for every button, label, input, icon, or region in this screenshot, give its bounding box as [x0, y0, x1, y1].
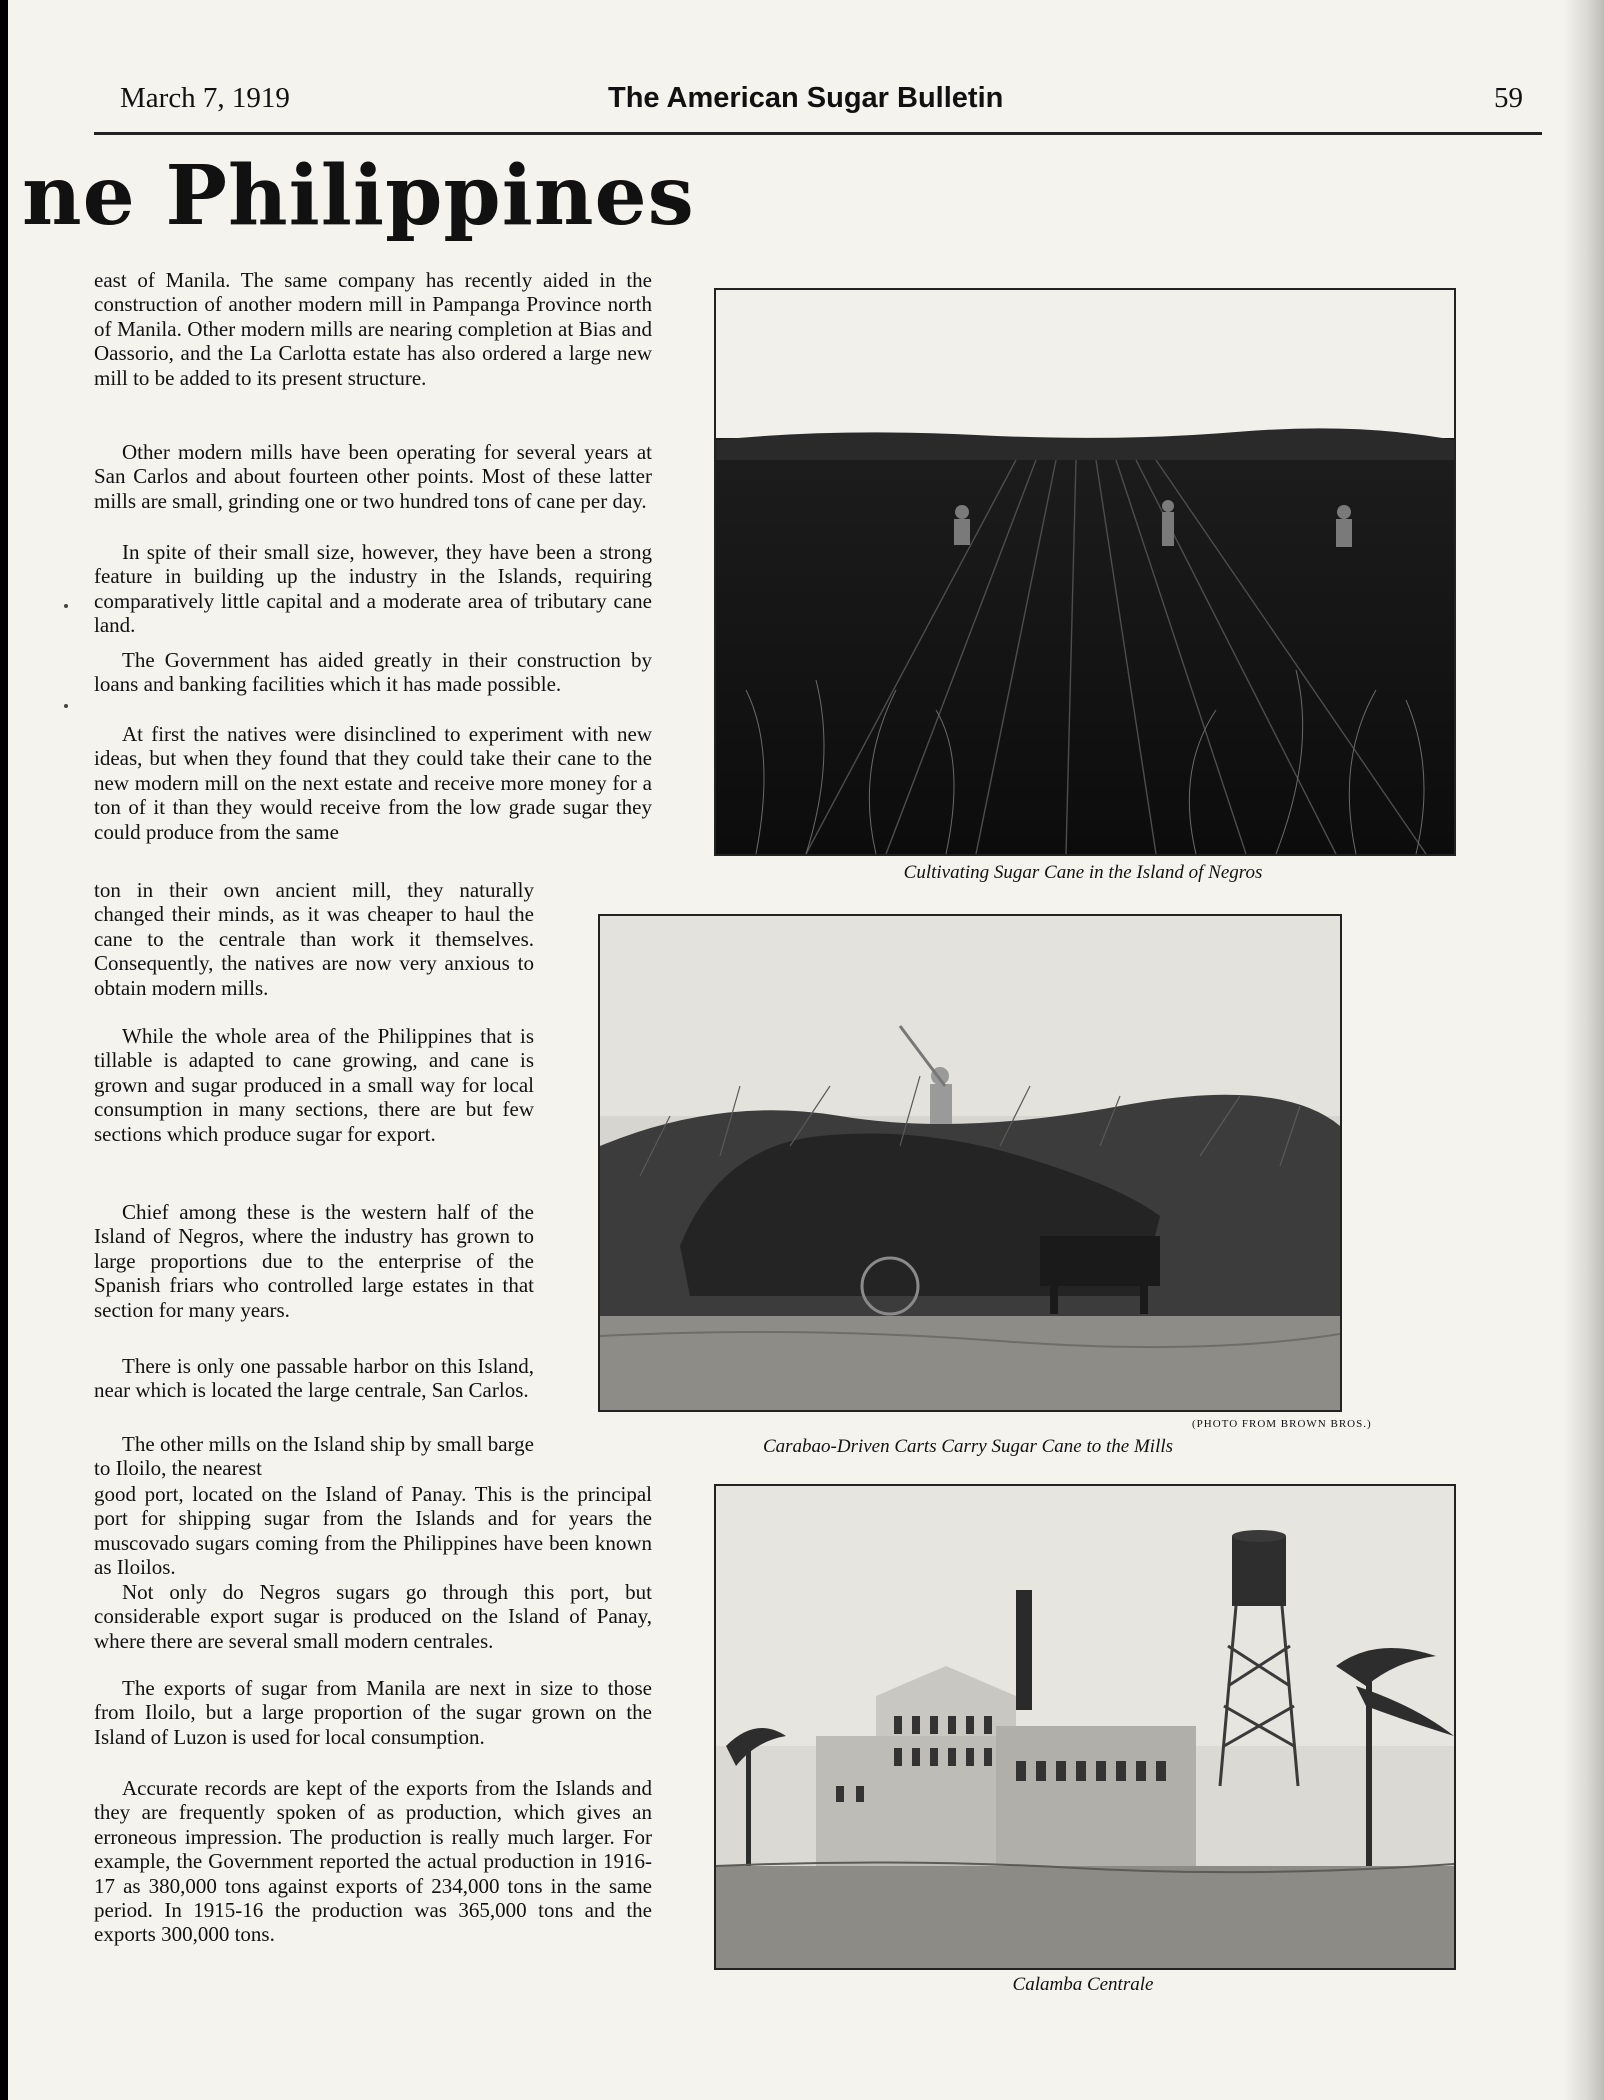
paragraph-14: Accurate records are kept of the exports from the Islands and they are frequently spoken of as production, which gives an erroneous impression. The production is really much larger. For example, the Government reported the actual production in 1916-17 as 380,000 tons against exports of 234,000 tons in the same period. In 1915-16 the production was 365,000 tons and the exports 300,000 tons. — [94, 1776, 652, 1947]
paragraph-9: There is only one passable harbor on this Island, near which is located the large centrale, San Carlos. — [94, 1354, 534, 1403]
cane-field-image — [716, 290, 1454, 854]
caption-calamba-centrale: Calamba Centrale — [1012, 1974, 1154, 1995]
paragraph-13: The exports of sugar from Manila are next in size to those from Iloilo, but a large proportion of the sugar grown on the Island of Luzon is used for local consumption. — [94, 1676, 652, 1749]
paragraph-1: east of Manila. The same company has recently aided in the construction of another modern mill in Pampanga Province north of Manila. Other modern mills are nearing completion at Bias and Oassorio, and the La Carlotta estate has also ordered a large new mill to be added to its present structure. — [94, 268, 652, 390]
carabao-cart-image — [600, 916, 1340, 1410]
paragraph-11: good port, located on the Island of Panay. This is the principal port for shipping sugar from the Islands and for years the muscovado sugars coming from the Philippines have been known as Iloilos. — [94, 1482, 652, 1580]
paragraph-5: At first the natives were disinclined to experiment with new ideas, but when they found that they could take their cane to the new modern mill on the next estate and receive more money for a ton of it than they would receive from the low grade sugar they could produce from the same — [94, 722, 652, 844]
caption-cane-field: Cultivating Sugar Cane in the Island of Negros — [903, 862, 1263, 883]
paragraph-12: Not only do Negros sugars go through this port, but considerable export sugar is produced on the Island of Panay, where there are several small modern centrales. — [94, 1580, 652, 1653]
paragraph-10: The other mills on the Island ship by small barge to Iloilo, the nearest — [94, 1432, 534, 1481]
margin-speck — [64, 704, 68, 708]
calamba-centrale-image — [716, 1486, 1454, 1968]
caption-carabao-cart: Carabao-Driven Carts Carry Sugar Cane to the Mills — [762, 1436, 1174, 1457]
page-number: 59 — [1494, 82, 1523, 114]
margin-speck — [64, 604, 68, 608]
paragraph-7: While the whole area of the Philippines that is tillable is adapted to cane growing, and cane is grown and sugar produced in a small way for local consumption in many sections, there are but few sections which produce sugar for export. — [94, 1024, 534, 1146]
paragraph-3: In spite of their small size, however, they have been a strong feature in building up the industry in the Islands, requiring comparatively little capital and a moderate area of tributary cane land. — [94, 540, 652, 638]
scan-edge — [1564, 0, 1604, 2100]
header-date: March 7, 1919 — [120, 82, 290, 114]
photo-calamba-centrale — [714, 1484, 1456, 1970]
paragraph-8: Chief among these is the western half of the Island of Negros, where the industry has grown to large proportions due to the enterprise of the Spanish friars who controlled large estates in that section for many years. — [94, 1200, 534, 1322]
paragraph-6: ton in their own ancient mill, they naturally changed their minds, as it was cheaper to haul the cane to the centrale than work it themselves. Consequently, the natives are now very anxious to obtain modern mills. — [94, 878, 534, 1000]
photo-cane-field — [714, 288, 1456, 856]
paragraph-2: Other modern mills have been operating for several years at San Carlos and about fourteen other points. Most of these latter mills are small, grinding one or two hundred tons of cane per day. — [94, 440, 652, 513]
paragraph-4: The Government has aided greatly in their construction by loans and banking facilities which it has made possible. — [94, 648, 652, 697]
photo-carabao-cart — [598, 914, 1342, 1412]
article-headline: ne Philippines — [22, 148, 695, 244]
header-rule — [94, 132, 1542, 135]
photo-credit: (PHOTO FROM BROWN BROS.) — [1192, 1418, 1372, 1430]
publication-title: The American Sugar Bulletin — [608, 82, 1004, 114]
